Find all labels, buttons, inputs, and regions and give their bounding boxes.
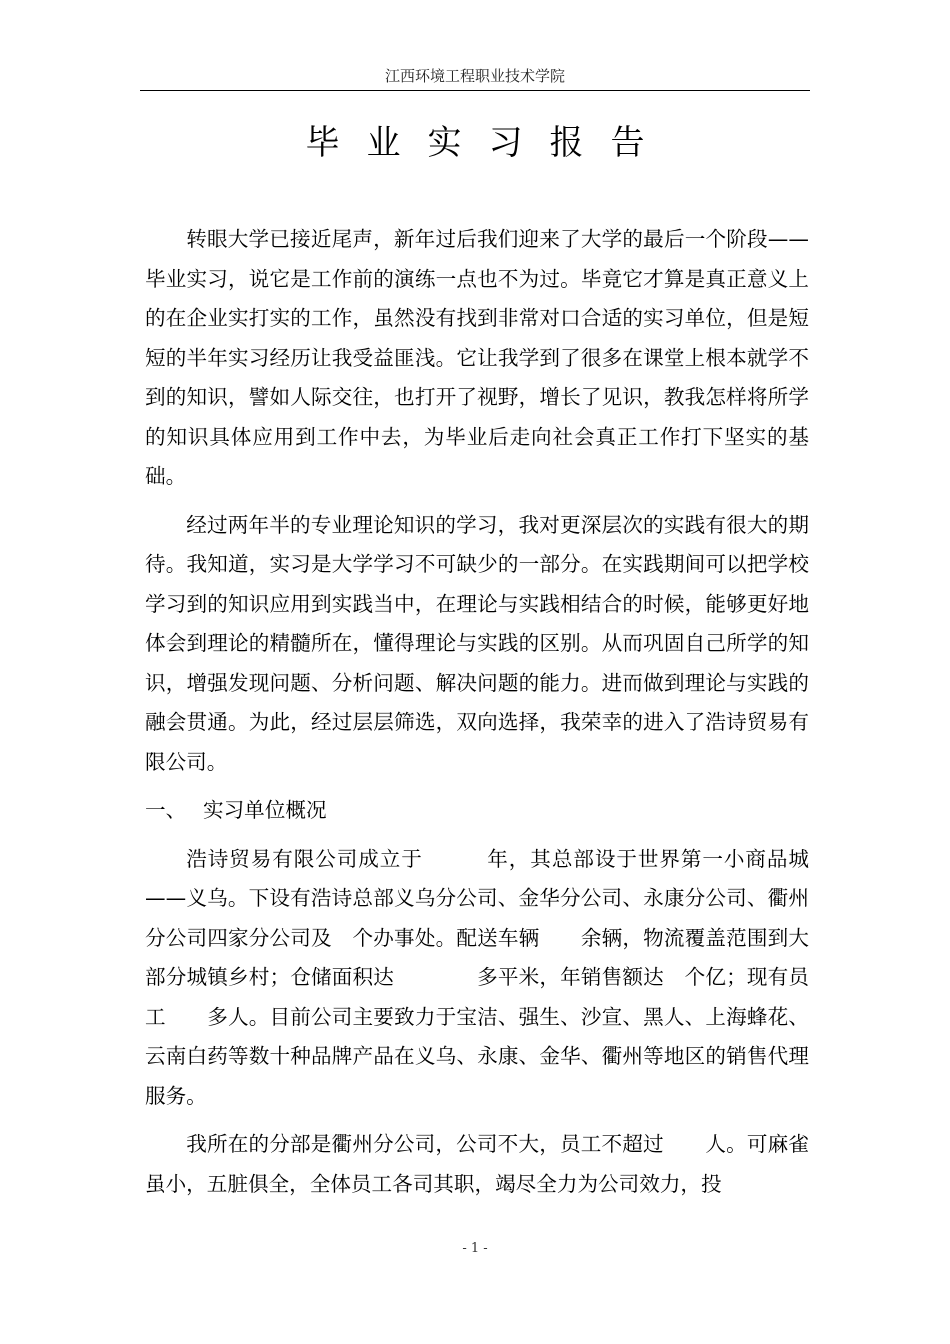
section-paragraph-1: 浩诗贸易有限公司成立于 年，其总部设于世界第一小商品城——义乌。下设有浩诗总部义乌分公司、金华分公司、永康分公司、衢州分公司四家分公司及 个办事处。配送车辆 余辆，物流覆盖范围到大部分城镇乡村；仓储面积达 多平米，年销售额达 个亿；现有员工 多人。目前公司主要致力于宝洁、强生、沙宣、黑人、上海蜂花、云南白药等数十种品牌产品在义乌、永康、金华、衢州等地区的销售代理服务。 <box>145 846 809 1108</box>
section-heading <box>145 791 809 831</box>
section-title: 实习单位概况 <box>203 798 327 822</box>
intro-paragraph-2: 经过两年半的专业理论知识的学习，我对更深层次的实践有很大的期待。我知道，实习是大学学习不可缺少的一部分。在实践期间可以把学校学习到的知识应用到实践当中，在理论与实践相结合的时候，能够更好地体会到理论的精髓所在，懂得理论与实践的区别。从而巩固自己所学的知识，增强发现问题、分析问题、解决问题的能力。进而做到理论与实践的融会贯通。为此，经过层层筛选，双向选择，我荣幸的进入了浩诗贸易有限公司。 <box>145 512 809 774</box>
page-number: - 1 - <box>462 1241 488 1256</box>
intro-paragraph-1: 转眼大学已接近尾声，新年过后我们迎来了大学的最后一个阶段——毕业实习，说它是工作前的演练一点也不为过。毕竟它才算是真正意义上的在企业实打实的工作，虽然没有找到非常对口合适的实习单位，但是短短的半年实习经历让我受益匪浅。它让我学到了很多在课堂上根本就学不到的知识，譬如人际交往，也打开了视野，增长了见识，教我怎样将所学的知识具体应用到工作中去，为毕业后走向社会真正工作打下坚实的基础。 <box>145 227 809 488</box>
page-header-institution: 江西环境工程职业技术学院 <box>384 67 565 85</box>
document-title: 毕业实习报告 <box>305 122 672 163</box>
document-body <box>145 220 809 1204</box>
section-paragraph-2: 我所在的分部是衢州分公司，公司不大，员工不超过 人。可麻雀虽小，五脏俱全，全体员工各司其职，竭尽全力为公司效力，投 <box>145 1132 809 1196</box>
header-divider <box>140 90 810 91</box>
section-number: 一、 <box>145 798 187 822</box>
